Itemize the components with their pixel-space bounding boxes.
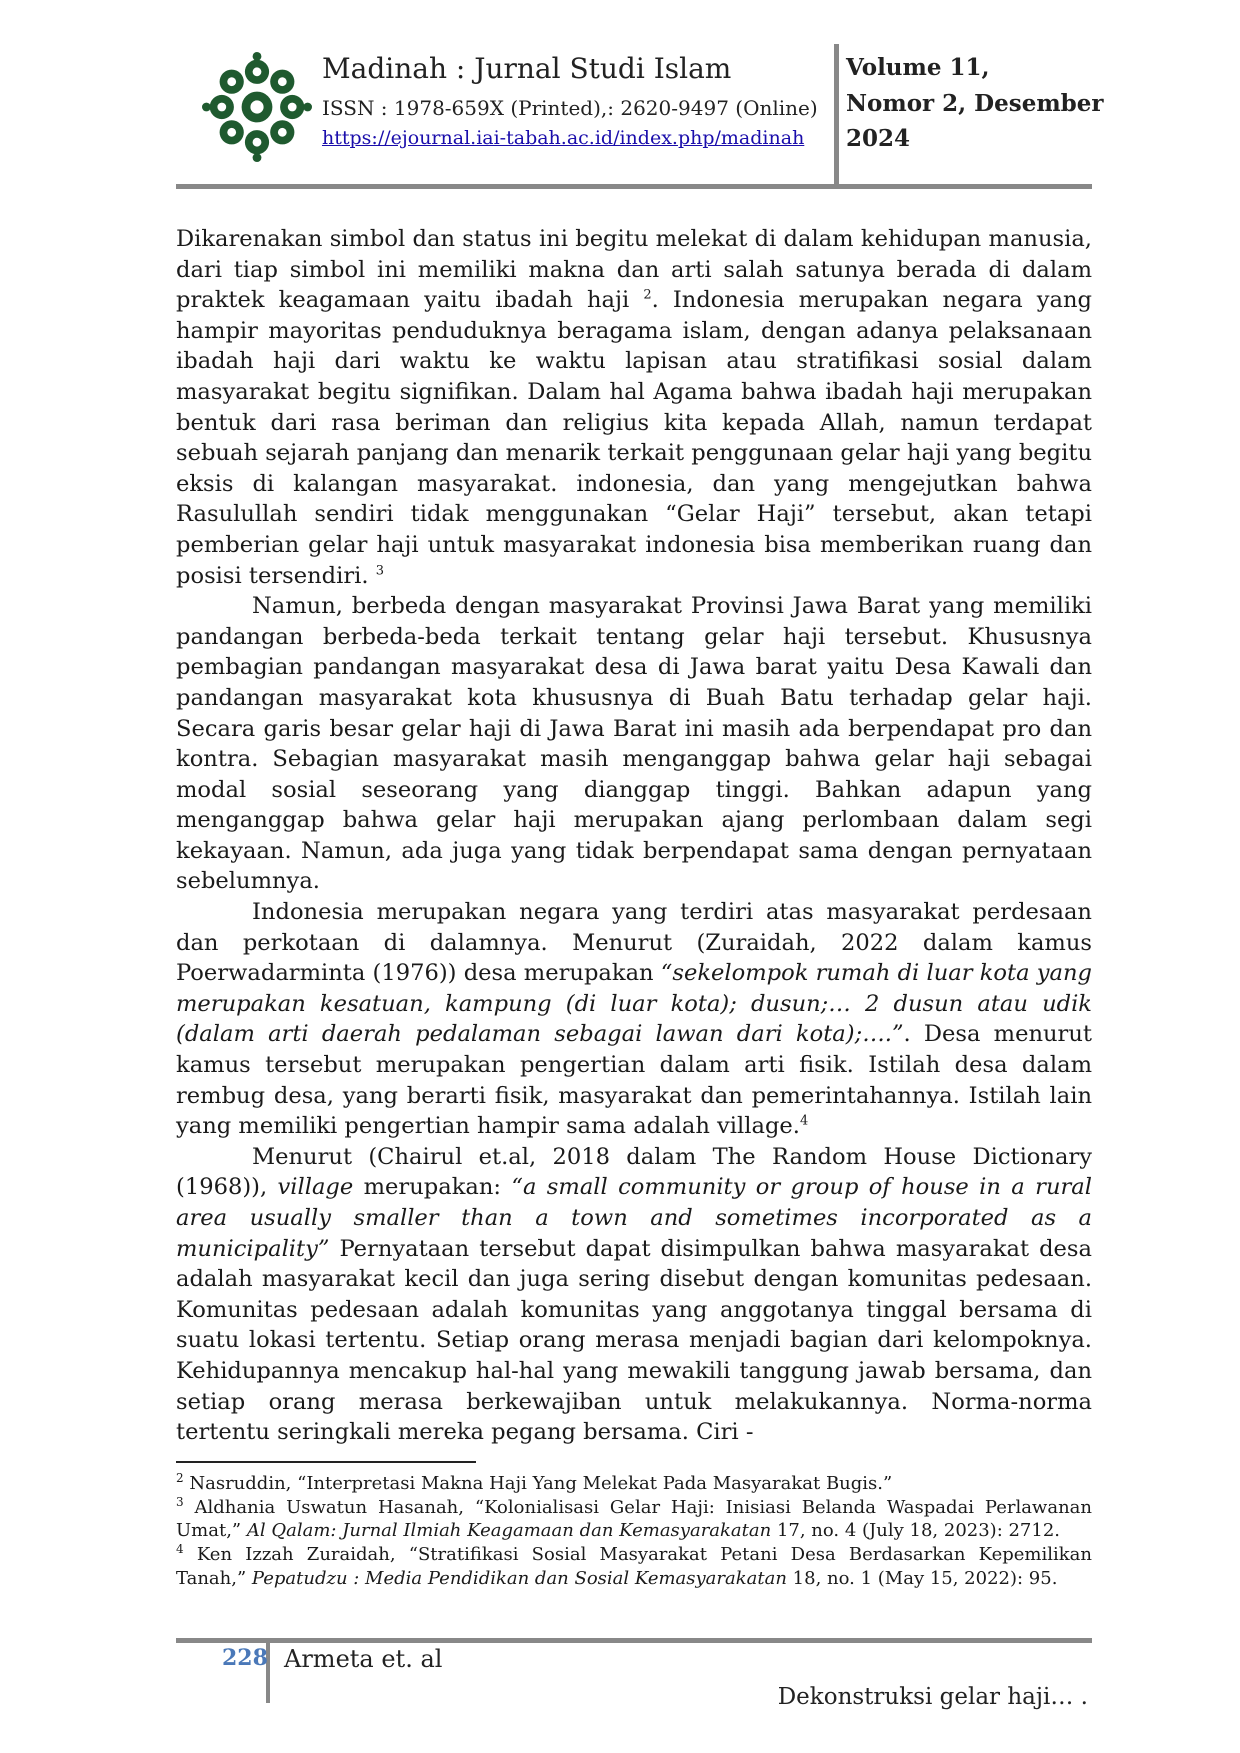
quote-random-house: “a small community or group of house in a rural area usually smaller than a town and sometimes incorporated as a municipality” [176,1174,1092,1262]
volume-info [846,50,1104,157]
journal-url-link[interactable]: https://ejournal.iai-tabah.ac.id/index.php/madinah [322,127,805,149]
footnote-ref-4: 4 [799,1113,809,1129]
issue-label: Nomor 2, Desember [846,89,1104,117]
quote-poerwadarminta: “sekelompok rumah di luar kota yang merupakan kesatuan, kampung (di luar kota); dusun;… 2 dusun atau udik (dalam arti daerah pedalaman sebagai lawan dari kota);….” [176,960,1093,1048]
footnote-3: $^3$ Aldhania Uswatun Hasanah, “Kolonialisasi Gelar Haji: Inisiasi Belanda Waspadai Perlawanan Umat,” Al Qalam: Jurnal Ilmiah Keagamaan dan Kemasyarakatan 17, no. 4 (July 18, 2023): 2712. [176,1494,1092,1542]
footer-divider [176,1638,1092,1643]
page-number: 228 [222,1645,268,1671]
header-divider-vertical [834,44,839,184]
header-divider [176,184,1092,189]
footnote-ref-3: 3 [375,563,385,578]
journal-title: Madinah : Jurnal Studi Islam [322,52,732,85]
volume-label: Volume 11, [846,54,990,81]
paragraph-1: Dikarenakan simbol dan status ini begitu melekat di dalam kehidupan manusia, dari tiap simbol ini memiliki makna dan arti salah satunya berada di dalam praktek keagamaan yaitu ibadah haji $^2$. Indonesia merupakan negara yang hampir mayoritas penduduknya beragama islam, dengan adanya pelaksanaan ibadah haji dari waktu ke waktu lapisan atau stratifikasi sosial dalam masyarakat begitu signifikan. Dalam hal Agama bahwa ibadah haji merupakan bentuk dari rasa beriman dan religius kita kepada Allah, namun terdapat sebuah sejarah panjang dan menarik terkait penggunaan gelar haji yang begitu eksis di kalangan masyarakat. indonesia, dan yang mengejutkan bahwa Rasulullah sendiri tidak menggunakan “Gelar Haji” tersebut, akan tetapi pemberian gelar haji untuk masyarakat indonesia bisa memberikan ruang dan posisi tersendiri. $^3$ [176,226,1092,589]
journal-logo [202,52,312,162]
article-body [176,224,1092,1448]
paragraph-3: Indonesia merupakan negara yang terdiri atas masyarakat perdesaan dan perkotaan di dalamnya. Menurut (Zuraidah, 2022 dalam kamus Poerwadarminta (1976)) desa merupakan “sekelompok rumah di luar kota yang merupakan kesatuan, kampung (di luar kota); dusun;… 2 dusun atau udik (dalam arti daerah pedalaman sebagai lawan dari kota);….”. Desa menurut kamus tersebut merupakan pengertian dalam arti fisik. Istilah desa dalam rembug desa, yang berarti fisik, masyarakat dan pemerintahannya. Istilah lain yang memiliki pengertian hampir sama adalah village.$^4$ [176,899,1093,1140]
footer-author: Armeta et. al [284,1645,443,1673]
footnote-2: $^2$ Nasruddin, “Interpretasi Makna Haji Yang Melekat Pada Masyarakat Bugis.” [176,1471,893,1494]
footnote-4: $^4$ Ken Izzah Zuraidah, “Stratifikasi Sosial Masyarakat Petani Desa Berdasarkan Kepemilikan Tanah,” Pepatudzu : Media Pendidikan dan Sosial Kemasyarakatan 18, no. 1 (May 15, 2022): 95. [176,1542,1092,1589]
footer-short-title: Dekonstruksi gelar haji… . [777,1684,1088,1710]
paragraph-4: Menurut (Chairul et.al, 2018 dalam The Random House Dictionary (1968)), village merupakan: “a small community or group of house in a rural area usually smaller than a town and sometimes incorporated as a municipality” Pernyataan tersebut dapat disimpulkan bahwa masyarakat desa adalah masyarakat kecil dan juga sering disebut dengan komunitas pedesaan. Komunitas pedesaan adalah komunitas yang anggotanya tinggal bersama di suatu lokasi tertentu. Setiap orang merasa menjadi bagian dari kelompoknya. Kehidupannya mencakup hal-hal yang mewakili tanggung jawab bersama, dan setiap orang merasa berkewajiban untuk melakukannya. Norma-norma tertentu seringkali mereka pegang bersama. Ciri - [176,1143,1092,1446]
footnote-ref-2: 2 [643,287,652,303]
term-village: village [277,1174,354,1201]
journal-issn: ISSN : 1978-659X (Printed),: 2620-9497 (Online) [322,96,818,120]
footnote-separator [176,1461,476,1463]
footnotes [176,1472,1092,1591]
year-label: 2024 [846,125,911,153]
paragraph-2: Namun, berbeda dengan masyarakat Provinsi Jawa Barat yang memiliki pandangan berbeda-beda terkait tentang gelar haji tersebut. Khususnya pembagian pandangan masyarakat desa di Jawa barat yaitu Desa Kawali dan pandangan masyarakat kota khususnya di Buah Batu terhadap gelar haji. Secara garis besar gelar haji di Jawa Barat ini masih ada berpendapat pro dan kontra. Sebagian masyarakat masih menganggap bahwa gelar haji sebagai modal sosial seseorang yang dianggap tinggi. Bahkan adapun yang menganggap bahwa gelar haji merupakan ajang perlombaan dalam segi kekayaan. Namun, ada juga yang tidak berpendapat sama dengan pernyataan sebelumnya. [176,593,1092,895]
